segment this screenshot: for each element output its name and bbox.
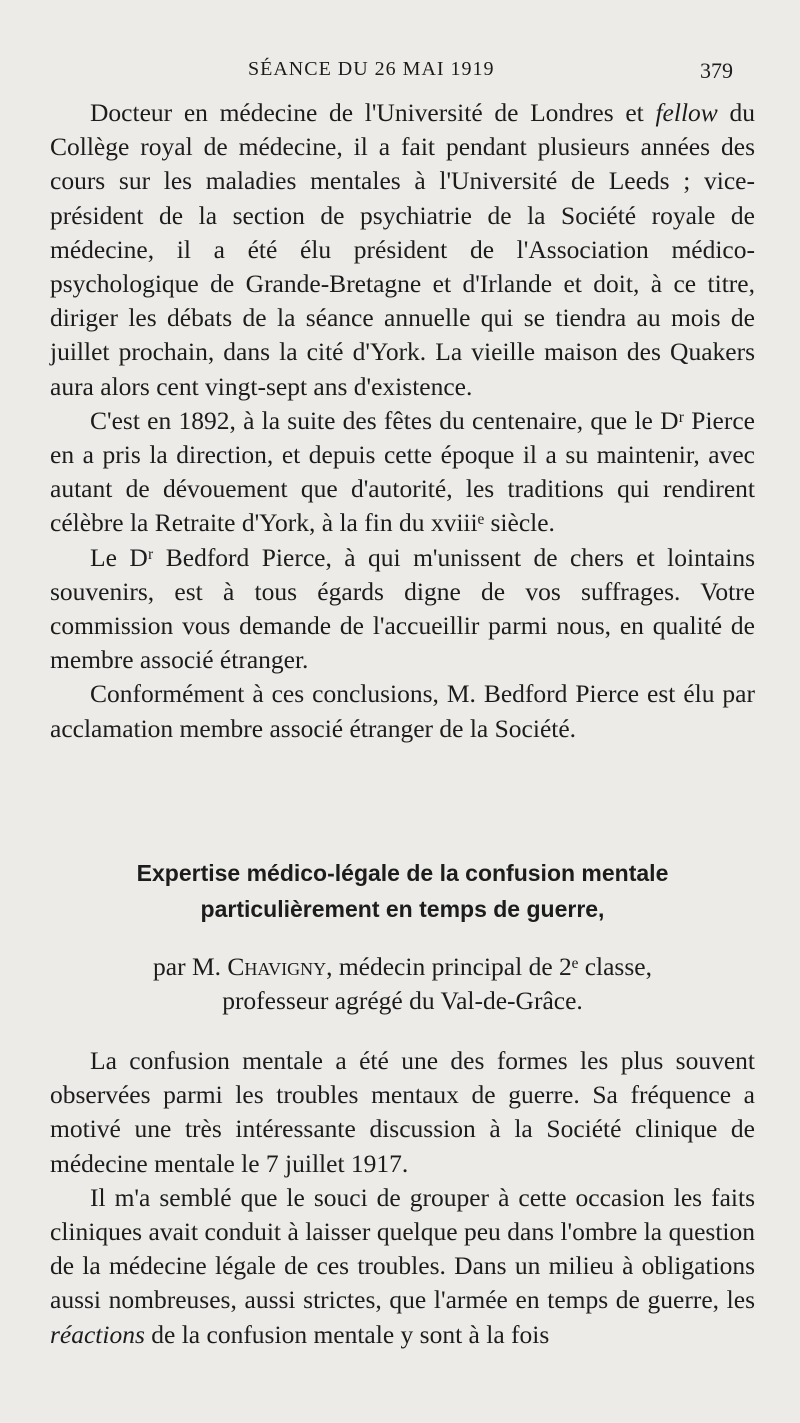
byline-line: professeur agrégé du Val-de-Grâce. bbox=[222, 986, 583, 1015]
text-block-second bbox=[50, 1044, 755, 1352]
page-number: 379 bbox=[700, 58, 733, 83]
running-head: SÉANCE DU 26 MAI 1919 bbox=[248, 58, 495, 80]
paragraph: La confusion mentale a été une des formes les plus souvent observées parmi les troubles mentaux de guerre. Sa fréquence a motivé une très intéressante discussion à la Société clinique de médecine mentale le 7 juillet 1917. bbox=[50, 1046, 755, 1178]
italic-word: fellow bbox=[655, 98, 718, 127]
text-run: de la confusion mentale y sont à la fois bbox=[144, 1319, 550, 1349]
author-name: Chavigny bbox=[227, 952, 327, 981]
text-run: Docteur en médecine de l'Université de Londres et bbox=[90, 98, 656, 127]
italic-word: réactions bbox=[50, 1319, 145, 1349]
byline-prefix: par M. bbox=[153, 952, 228, 981]
page-header bbox=[0, 58, 800, 92]
paragraph: Conformément à ces conclusions, M. Bedford Pierce est élu par acclamation membre associé étranger de la Société. bbox=[50, 679, 755, 743]
byline-rest: , médecin principal de 2ᵉ classe, bbox=[326, 952, 652, 981]
paragraph bbox=[50, 1181, 755, 1352]
paragraph: C'est en 1892, à la suite des fêtes du centenaire, que le Dʳ Pierce en a pris la direction, et depuis cette époque il a su maintenir, avec autant de dévouement que d'autorité, les traditions qui rendirent célèbre la Retraite d'York, à la fin du xviiiᵉ siècle. bbox=[50, 405, 755, 538]
byline-line bbox=[50, 950, 755, 984]
paragraph bbox=[50, 96, 755, 404]
byline bbox=[50, 950, 755, 1018]
text-block-first bbox=[50, 96, 755, 746]
text-run: Il m'a semblé que le souci de grouper à cette occasion les faits cliniques avait conduit à laisser quelque peu dans l'ombre la question de la médecine légale de ces troubles. Dans un milieu à obligations aussi nombreuses, aussi strictes, que l'armée en temps de guerre, les bbox=[50, 1182, 755, 1315]
title-line: particulièrement en temps de guerre, bbox=[200, 896, 605, 922]
article-title bbox=[50, 855, 755, 927]
paragraph: Le Dʳ Bedford Pierce, à qui m'unissent de chers et lointains souvenirs, est à tous égards digne de vos suffrages. Votre commission vous demande de l'accueillir parmi nous, en qualité de membre associé étranger. bbox=[50, 542, 755, 675]
text-run: du Collège royal de médecine, il a fait pendant plusieurs années des cours sur les maladies mentales à l'Université de Leeds ; vice-président de la section de psychiatrie de la Société royale de médecine, il a été élu président de l'Association médico-psychologique de Grande-Bretagne et d'Irlande et doit, à ce titre, diriger les débats de la séance annuelle qui se tiendra au mois de juillet prochain, dans la cité d'York. La vieille maison des Quakers aura alors cent vingt-sept ans d'existence. bbox=[50, 98, 756, 401]
title-line: Expertise médico-légale de la confusion mentale bbox=[136, 860, 669, 886]
